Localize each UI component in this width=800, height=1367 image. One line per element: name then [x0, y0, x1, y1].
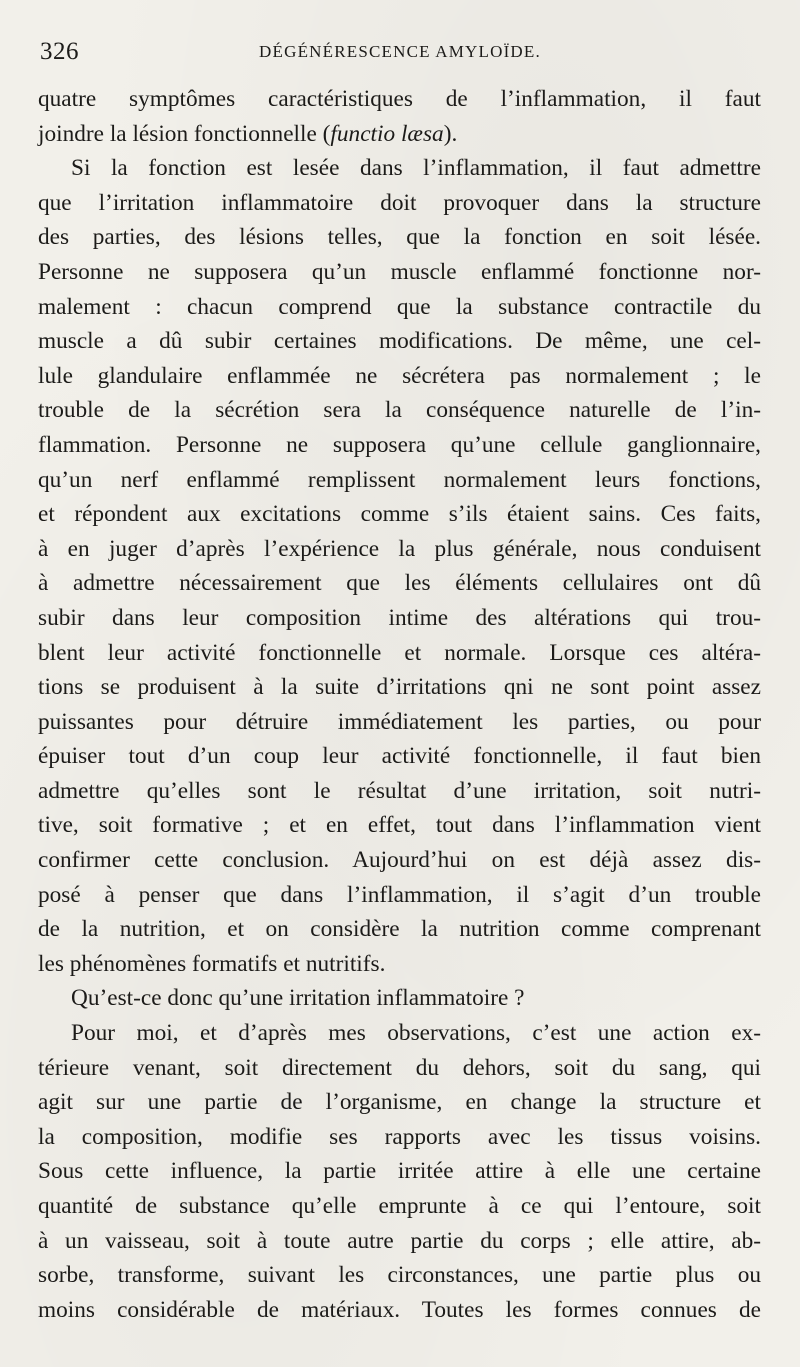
text-line	[38, 255, 761, 290]
line-text: joindre la lésion fonctionnelle (	[38, 120, 331, 147]
text-line	[38, 463, 761, 498]
text-line	[38, 774, 761, 809]
line-text: trouble de la sécrétion sera la conséquence naturelle de l’in-	[38, 397, 761, 424]
line-text: quatre symptômes caractéristiques de l’inflammation, il faut	[38, 86, 761, 112]
line-text: la composition, modifie ses rapports avec les tissus voisins.	[38, 1123, 761, 1150]
text-line	[38, 1051, 761, 1086]
line-text: malement : chacun comprend que la substance contractile du	[38, 293, 761, 320]
line-text: confirmer cette conclusion. Aujourd’hui on est déjà assez dis-	[38, 847, 761, 874]
text-line	[38, 117, 761, 152]
text-line	[38, 393, 761, 428]
text-line	[38, 947, 761, 982]
text-line	[38, 1189, 761, 1224]
page-number: 326	[40, 38, 79, 65]
text-line	[38, 151, 761, 186]
line-text: puissantes pour détruire immédiatement les parties, ou pour	[38, 708, 761, 735]
line-text: que l’irritation inflammatoire doit provoquer dans la structure	[38, 189, 761, 216]
line-text: agit sur une partie de l’organisme, en change la structure et	[38, 1089, 761, 1116]
text-line	[38, 82, 761, 117]
line-text: Sous cette influence, la partie irritée attire à elle une certaine	[38, 1158, 761, 1185]
line-text: flammation. Personne ne supposera qu’une cellule ganglionnaire,	[38, 431, 761, 458]
line-text: à admettre nécessairement que les éléments cellulaires ont dû	[38, 570, 761, 597]
text-line	[38, 532, 761, 567]
line-text: qu’un nerf enflammé remplissent normalement leurs fonctions,	[38, 466, 761, 493]
text-line	[38, 670, 761, 705]
line-text: lule glandulaire enflammée ne sécrétera pas normalement ; le	[38, 362, 761, 389]
text-line	[38, 808, 761, 843]
text-line	[38, 497, 761, 532]
line-text: tive, soit formative ; et en effet, tout dans l’inflammation vient	[38, 812, 761, 839]
line-text: admettre qu’elles sont le résultat d’une irritation, soit nutri-	[38, 777, 761, 804]
italic-phrase: functio læsa	[330, 120, 444, 147]
text-line	[38, 1224, 761, 1259]
text-line	[38, 290, 761, 325]
line-text: Personne ne supposera qu’un muscle enflammé fonctionne nor-	[38, 258, 761, 285]
page-header	[40, 38, 760, 70]
line-text: Pour moi, et d’après mes observations, c’est une action ex-	[71, 1020, 761, 1047]
line-text: térieure venant, soit directement du dehors, soit du sang, qui	[38, 1054, 761, 1081]
text-line	[38, 186, 761, 221]
line-text: et répondent aux excitations comme s’ils étaient sains. Ces faits,	[38, 501, 761, 528]
text-line	[38, 1085, 761, 1120]
line-text: épuiser tout d’un coup leur activité fonctionnelle, il faut bien	[38, 743, 761, 770]
line-text: Si la fonction est lesée dans l’inflammation, il faut admettre	[71, 155, 761, 182]
line-text: blent leur activité fonctionnelle et normale. Lorsque ces altéra-	[38, 639, 761, 666]
line-text: les phénomènes formatifs et nutritifs.	[38, 950, 386, 977]
line-text: Qu’est-ce donc qu’une irritation inflammatoire ?	[71, 985, 525, 1012]
text-line	[38, 601, 761, 636]
line-text: moins considérable de matériaux. Toutes les formes connues de	[38, 1296, 761, 1323]
line-text: des parties, des lésions telles, que la fonction en soit lésée.	[38, 224, 761, 251]
text-line	[38, 1154, 761, 1189]
running-title: DÉGÉNÉRESCENCE AMYLOÏDE.	[259, 42, 541, 61]
text-line	[38, 1016, 761, 1051]
text-line	[38, 981, 761, 1016]
text-line	[38, 636, 761, 671]
body-text	[38, 82, 761, 1327]
line-text: posé à penser que dans l’inflammation, il s’agit d’un trouble	[38, 881, 761, 908]
text-line	[38, 566, 761, 601]
line-text-after: ).	[443, 120, 458, 147]
text-line	[38, 912, 761, 947]
line-text: muscle a dû subir certaines modifications. De même, une cel-	[38, 328, 761, 355]
line-text: sorbe, transforme, suivant les circonstances, une partie plus ou	[38, 1262, 761, 1289]
text-line	[38, 359, 761, 394]
text-line	[38, 324, 761, 359]
line-text: de la nutrition, et on considère la nutrition comme comprenant	[38, 916, 761, 943]
line-text: quantité de substance qu’elle emprunte à ce qui l’entoure, soit	[38, 1193, 761, 1219]
text-line	[38, 220, 761, 255]
text-line	[38, 1120, 761, 1155]
text-line	[38, 739, 761, 774]
text-line	[38, 843, 761, 878]
text-line	[38, 428, 761, 463]
text-line	[38, 705, 761, 740]
line-text: à un vaisseau, soit à toute autre partie du corps ; elle attire, ab-	[38, 1227, 761, 1254]
text-line	[38, 878, 761, 913]
text-line	[38, 1258, 761, 1293]
line-text: à en juger d’après l’expérience la plus générale, nous conduisent	[38, 535, 761, 562]
line-text: subir dans leur composition intime des altérations qui trou-	[38, 604, 761, 631]
line-text: tions se produisent à la suite d’irritations qni ne sont point assez	[38, 674, 761, 701]
text-line	[38, 1293, 761, 1328]
